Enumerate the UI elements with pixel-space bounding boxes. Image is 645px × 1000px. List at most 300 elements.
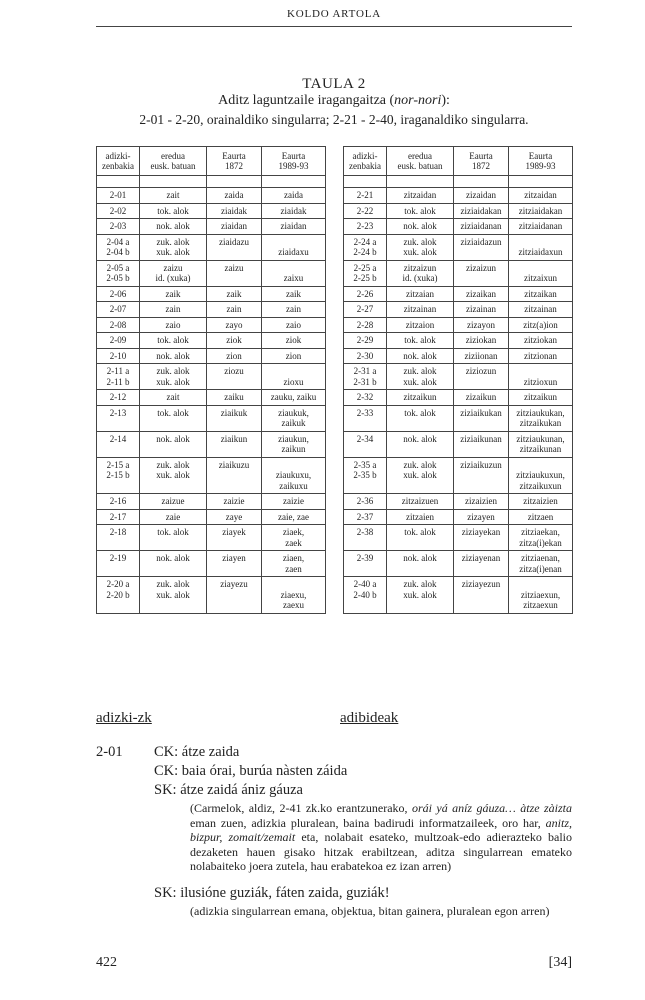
cell-1989	[262, 348, 326, 364]
table-row	[344, 577, 573, 614]
cell-line: zaikuxu	[279, 480, 308, 491]
cell-number	[97, 364, 140, 390]
cell-line: 2-02	[109, 205, 127, 216]
cell-1872	[207, 188, 262, 204]
cell-eredua	[140, 457, 207, 494]
cell-eredua	[387, 348, 454, 364]
cell-line: ziaidak	[280, 205, 307, 216]
cell-eredua	[140, 431, 207, 457]
cell-1989	[509, 457, 573, 494]
cell-line: 2-06	[109, 288, 127, 299]
cell-line: 2-40 a	[353, 579, 377, 589]
cell-eredua	[140, 348, 207, 364]
cell-line: ziziaidanan	[460, 221, 502, 231]
cell-eredua	[387, 431, 454, 457]
cell-1989	[509, 577, 573, 614]
cell-line: zaik	[286, 288, 301, 299]
cell-line: ziziayezun	[461, 579, 501, 589]
cell-line: zitza(i)ekan	[519, 537, 562, 548]
cell-line: zitziaukukan,	[516, 407, 565, 418]
cell-line: xuk. alok	[403, 247, 437, 257]
cell-line: tok. alok	[157, 205, 189, 216]
cell-number	[97, 219, 140, 235]
cell-eredua	[140, 405, 207, 431]
cell-line: ziziaidakan	[460, 205, 502, 216]
cell-1989	[262, 188, 326, 204]
cell-line: zain	[286, 304, 301, 314]
cell-line: zitziaekan,	[521, 527, 560, 537]
cell-line: ziaukun,	[278, 433, 309, 444]
cell-line: zitzainan	[403, 304, 437, 314]
cell-line: zaida	[224, 190, 244, 200]
cell-line: zitziaexun,	[520, 589, 561, 600]
cell-line: zitzaidan	[403, 190, 437, 200]
cell-line: zitziaidakan	[518, 205, 563, 216]
table-row	[97, 286, 326, 302]
cell-1872	[454, 494, 509, 510]
cell-1989	[262, 457, 326, 494]
cell-line: zion	[285, 350, 302, 361]
cell-number	[344, 509, 387, 525]
cell-line: nok. alok	[156, 553, 190, 563]
cell-1989	[509, 260, 573, 286]
cell-line	[264, 237, 323, 248]
cell-1989	[509, 188, 573, 204]
cell-number	[97, 577, 140, 614]
cell-line: 2-05 b	[106, 273, 130, 283]
cell-line: zait	[166, 392, 180, 402]
cell-number	[97, 348, 140, 364]
table-row	[344, 405, 573, 431]
cell-eredua	[387, 494, 454, 510]
page-ref: [34]	[548, 955, 572, 970]
cell-line: 2-35 a	[353, 459, 377, 470]
cell-line: zaikun	[281, 444, 306, 454]
header-1989: Eaurta 1989-93	[262, 147, 326, 176]
cell-number	[344, 302, 387, 318]
table-row	[97, 431, 326, 457]
table-row	[344, 234, 573, 260]
cell-line: nok. alok	[156, 433, 190, 444]
cell-1989	[262, 260, 326, 286]
cell-line: zuk. alok	[156, 579, 190, 589]
cell-line: 2-34	[356, 433, 374, 444]
cell-line: zaen	[285, 563, 302, 574]
cell-line: 2-35 b	[353, 470, 377, 480]
cell-line: ziziokan	[465, 335, 497, 345]
cell-eredua	[387, 302, 454, 318]
cell-1989	[262, 551, 326, 577]
example-number: 2-01	[96, 744, 123, 760]
cell-1872	[454, 348, 509, 364]
header-rule	[96, 26, 572, 27]
table-row	[344, 551, 573, 577]
example-ck-1: CK: átze zaida	[154, 744, 240, 760]
cell-1989	[509, 286, 573, 302]
cell-line: tok. alok	[157, 335, 189, 345]
cell-1989	[262, 333, 326, 349]
cell-line	[209, 481, 259, 492]
cell-line: zitzaien	[406, 511, 434, 522]
label-adibideak: adibideak	[340, 710, 399, 726]
cell-number	[97, 286, 140, 302]
cell-line: 2-11 a	[106, 366, 130, 376]
table-row	[97, 302, 326, 318]
table-row	[97, 317, 326, 333]
cell-line: ziaidazu	[219, 236, 249, 247]
cell-number	[344, 260, 387, 286]
cell-number	[344, 405, 387, 431]
table-row	[97, 333, 326, 349]
table-row	[97, 260, 326, 286]
cell-line: tok. alok	[404, 407, 436, 418]
cell-line: xuk. alok	[156, 470, 190, 480]
cell-line: nok. alok	[403, 221, 437, 231]
table-subtitle: Aditz laguntzaile iragangaitza (nor-nori):	[218, 93, 450, 108]
cell-1872	[207, 302, 262, 318]
cell-number	[344, 286, 387, 302]
cell-line: zitziaidaxun	[518, 247, 563, 257]
cell-eredua	[140, 494, 207, 510]
cell-line: zitziaenan,	[521, 553, 560, 563]
header-1872: Eaurta 1872	[454, 147, 509, 176]
table-title: TAULA 2	[302, 76, 366, 92]
cell-1872	[207, 364, 262, 390]
cell-line	[456, 273, 506, 284]
cell-1989	[509, 431, 573, 457]
cell-line: 2-32	[356, 392, 374, 402]
example-sk-2: SK: ilusióne guziák, fáten zaida, guziák!	[154, 885, 390, 901]
cell-1872	[207, 203, 262, 219]
cell-line: 2-28	[356, 319, 374, 330]
cell-line: 2-11 b	[106, 376, 130, 387]
cell-line: zitzaizun	[403, 262, 437, 273]
table-row	[344, 260, 573, 286]
cell-line: 2-19	[109, 553, 127, 563]
table-row	[344, 219, 573, 235]
cell-line: tok. alok	[157, 527, 189, 537]
cell-line: ziziayekan	[461, 527, 501, 537]
cell-line: zain	[165, 304, 181, 314]
cell-line: 2-12	[109, 392, 127, 402]
cell-line: zaik	[165, 288, 181, 299]
cell-1872	[454, 577, 509, 614]
cell-eredua	[140, 509, 207, 525]
cell-line: zizainan	[466, 304, 496, 314]
cell-eredua	[387, 364, 454, 390]
cell-number	[344, 234, 387, 260]
table-row	[344, 302, 573, 318]
cell-line: ziayek	[222, 527, 246, 537]
cell-line: 2-04 a	[106, 236, 130, 247]
table-row	[97, 364, 326, 390]
cell-line	[264, 460, 323, 471]
cell-line	[456, 590, 506, 601]
table-row	[97, 405, 326, 431]
cell-line: zitzaen	[527, 511, 554, 522]
cell-eredua	[140, 219, 207, 235]
cell-1872	[207, 457, 262, 494]
cell-eredua	[387, 219, 454, 235]
cell-number	[97, 390, 140, 406]
cell-1872	[454, 509, 509, 525]
cell-line: 2-03	[109, 221, 127, 231]
cell-1989	[262, 494, 326, 510]
cell-line: ziaexu,	[280, 589, 307, 600]
cell-line: ziaidan	[280, 221, 307, 231]
cell-line: 2-31 a	[353, 366, 377, 376]
cell-line: ziaikuk	[220, 407, 248, 418]
cell-eredua	[387, 203, 454, 219]
cell-number	[344, 431, 387, 457]
cell-1989	[262, 302, 326, 318]
cell-1989	[509, 234, 573, 260]
cell-line: zaek	[285, 537, 302, 548]
cell-line: zitzaikuxun	[519, 480, 562, 491]
cell-line: zitz(a)ion	[523, 319, 558, 330]
cell-line: 2-05 a	[106, 262, 130, 273]
cell-line: 2-13	[109, 407, 127, 418]
cell-1989	[509, 405, 573, 431]
cell-line: 2-24 a	[353, 236, 377, 247]
table-header-row	[344, 147, 573, 176]
cell-line: ziayezu	[220, 579, 248, 589]
cell-line: zizaizun	[466, 262, 496, 273]
cell-eredua	[387, 405, 454, 431]
cell-line: zizaidan	[466, 190, 496, 200]
cell-number	[344, 317, 387, 333]
cell-number	[97, 457, 140, 494]
cell-line: 2-10	[109, 350, 127, 361]
cell-1989	[509, 509, 573, 525]
table-row	[344, 348, 573, 364]
cell-line: 2-36	[356, 496, 374, 506]
example-ck-2: CK: baia órai, burúa nàsten záida	[154, 763, 348, 779]
cell-eredua	[140, 525, 207, 551]
cell-line: zitzionan	[524, 350, 557, 361]
cell-line	[511, 263, 570, 274]
cell-line	[264, 263, 323, 274]
cell-1989	[262, 286, 326, 302]
cell-number	[344, 364, 387, 390]
cell-line: xuk. alok	[156, 376, 190, 387]
cell-1872	[207, 333, 262, 349]
cell-line: 2-25 b	[353, 273, 377, 283]
cell-eredua	[140, 364, 207, 390]
table-row	[344, 509, 573, 525]
cell-1989	[262, 364, 326, 390]
cell-line: zaizu	[224, 262, 244, 273]
cell-line: ziaukuk,	[278, 407, 309, 418]
cell-line: zait	[166, 190, 180, 200]
cell-line: zaizu	[163, 262, 183, 273]
table-row	[344, 203, 573, 219]
cell-1989	[262, 525, 326, 551]
cell-line: zaizie	[283, 496, 304, 506]
cell-line: zain	[226, 304, 242, 314]
cell-number	[97, 405, 140, 431]
cell-line: 2-15 b	[106, 470, 130, 480]
cell-1989	[509, 390, 573, 406]
cell-1989	[509, 551, 573, 577]
cell-line: 2-38	[356, 527, 374, 537]
cell-line: zuk. alok	[403, 459, 437, 470]
cell-line: zaio	[286, 319, 301, 330]
cell-line: xuk. alok	[403, 376, 437, 387]
cell-line: 2-20 a	[106, 579, 130, 589]
cell-line: ziziaikunan	[460, 433, 502, 444]
cell-1872	[454, 188, 509, 204]
cell-number	[344, 333, 387, 349]
cell-1989	[509, 203, 573, 219]
table-row	[97, 348, 326, 364]
cell-line: 2-29	[356, 335, 374, 345]
cell-eredua	[140, 234, 207, 260]
cell-eredua	[140, 551, 207, 577]
header-adizki: adizki- zenbakia	[97, 147, 140, 176]
table-header-row	[97, 147, 326, 176]
cell-line: zuk. alok	[403, 236, 437, 247]
cell-line: zuk. alok	[403, 579, 437, 589]
table-row	[97, 457, 326, 494]
table-row	[344, 188, 573, 204]
cell-line: 2-33	[356, 407, 374, 418]
cell-line	[209, 247, 259, 258]
cell-line	[209, 590, 259, 601]
cell-line: 2-20 b	[106, 589, 130, 600]
cell-line: ziziayenan	[461, 553, 501, 563]
cell-line: zion	[226, 350, 242, 361]
cell-1989	[262, 203, 326, 219]
cell-number	[344, 188, 387, 204]
cell-line	[456, 377, 506, 388]
cell-line: zaizie	[223, 496, 245, 506]
cell-1989	[262, 405, 326, 431]
cell-line: ziaikuzu	[218, 459, 250, 470]
cell-eredua	[387, 260, 454, 286]
cell-eredua	[387, 525, 454, 551]
cell-1989	[509, 348, 573, 364]
cell-1989	[262, 219, 326, 235]
table-left	[96, 146, 326, 614]
table-row	[97, 234, 326, 260]
cell-line: zizayen	[467, 511, 495, 522]
cell-line: 2-07	[109, 304, 127, 314]
cell-line: xuk. alok	[156, 247, 190, 257]
header-eredua: eredua eusk. batuan	[387, 147, 454, 176]
cell-eredua	[140, 317, 207, 333]
cell-1989	[262, 577, 326, 614]
cell-1872	[454, 286, 509, 302]
cell-line: zitziaidanan	[518, 221, 563, 231]
cell-1872	[454, 317, 509, 333]
table-row	[344, 390, 573, 406]
cell-line: 2-26	[356, 288, 374, 299]
cell-line: ziaidak	[221, 205, 247, 216]
table-row	[97, 494, 326, 510]
cell-number	[344, 494, 387, 510]
cell-line	[264, 366, 323, 377]
cell-1989	[509, 333, 573, 349]
cell-line: ziziaidazun	[460, 236, 502, 247]
cell-line	[209, 470, 259, 481]
cell-1872	[207, 390, 262, 406]
cell-1872	[454, 302, 509, 318]
cell-line: 2-14	[109, 433, 127, 444]
cell-1989	[509, 494, 573, 510]
cell-line: zitzaixun	[524, 273, 557, 283]
cell-line: tok. alok	[404, 527, 436, 537]
cell-1872	[454, 234, 509, 260]
cell-number	[97, 260, 140, 286]
cell-line: zitzioxun	[523, 376, 558, 387]
cell-eredua	[140, 203, 207, 219]
cell-line	[511, 460, 570, 471]
cell-eredua	[387, 317, 454, 333]
cell-1872	[207, 317, 262, 333]
cell-eredua	[140, 286, 207, 302]
cell-1872	[454, 457, 509, 494]
cell-1872	[207, 348, 262, 364]
cell-line: zitza(i)enan	[519, 563, 562, 574]
cell-1872	[454, 260, 509, 286]
cell-line	[456, 247, 506, 258]
cell-line: ziok	[285, 335, 302, 345]
table-row	[97, 203, 326, 219]
cell-line: nok. alok	[156, 221, 190, 231]
cell-line: zitzaikukan	[519, 418, 562, 428]
cell-line: 2-40 b	[353, 589, 377, 600]
header-1872: Eaurta 1872	[207, 147, 262, 176]
cell-1989	[262, 390, 326, 406]
cell-1872	[207, 494, 262, 510]
cell-1872	[454, 364, 509, 390]
cell-line	[456, 481, 506, 492]
cell-line: nok. alok	[403, 553, 437, 563]
header-eredua: eredua eusk. batuan	[140, 147, 207, 176]
cell-eredua	[387, 188, 454, 204]
spacer-row	[97, 176, 326, 188]
label-adizki-zk: adizki-zk	[96, 710, 152, 726]
cell-1989	[509, 302, 573, 318]
header-adizki: adizki- zenbakia	[344, 147, 387, 176]
cell-number	[344, 348, 387, 364]
cell-number	[344, 390, 387, 406]
cell-line: zaixu	[283, 273, 304, 283]
cell-line: 2-37	[356, 511, 374, 522]
cell-1872	[454, 390, 509, 406]
cell-number	[97, 234, 140, 260]
cell-line: 2-01	[109, 190, 127, 200]
cell-line: 2-15 a	[106, 459, 130, 470]
cell-number	[344, 203, 387, 219]
cell-eredua	[387, 390, 454, 406]
cell-line	[264, 579, 323, 590]
cell-line: zitzaikun	[403, 392, 437, 402]
cell-line: ziaukuxu,	[275, 470, 312, 480]
cell-line: ziaen,	[282, 553, 305, 563]
cell-line: zaikuk	[281, 418, 306, 428]
cell-line: zitzaian	[406, 288, 434, 299]
cell-line: zitzaikun	[524, 392, 557, 402]
cell-1872	[207, 219, 262, 235]
cell-1872	[207, 577, 262, 614]
cell-line: tok. alok	[404, 335, 436, 345]
cell-line: zaiku	[224, 392, 244, 402]
cell-line: zitzaion	[405, 319, 435, 330]
cell-line: 2-30	[356, 350, 374, 361]
cell-line: 2-04 b	[106, 247, 130, 257]
